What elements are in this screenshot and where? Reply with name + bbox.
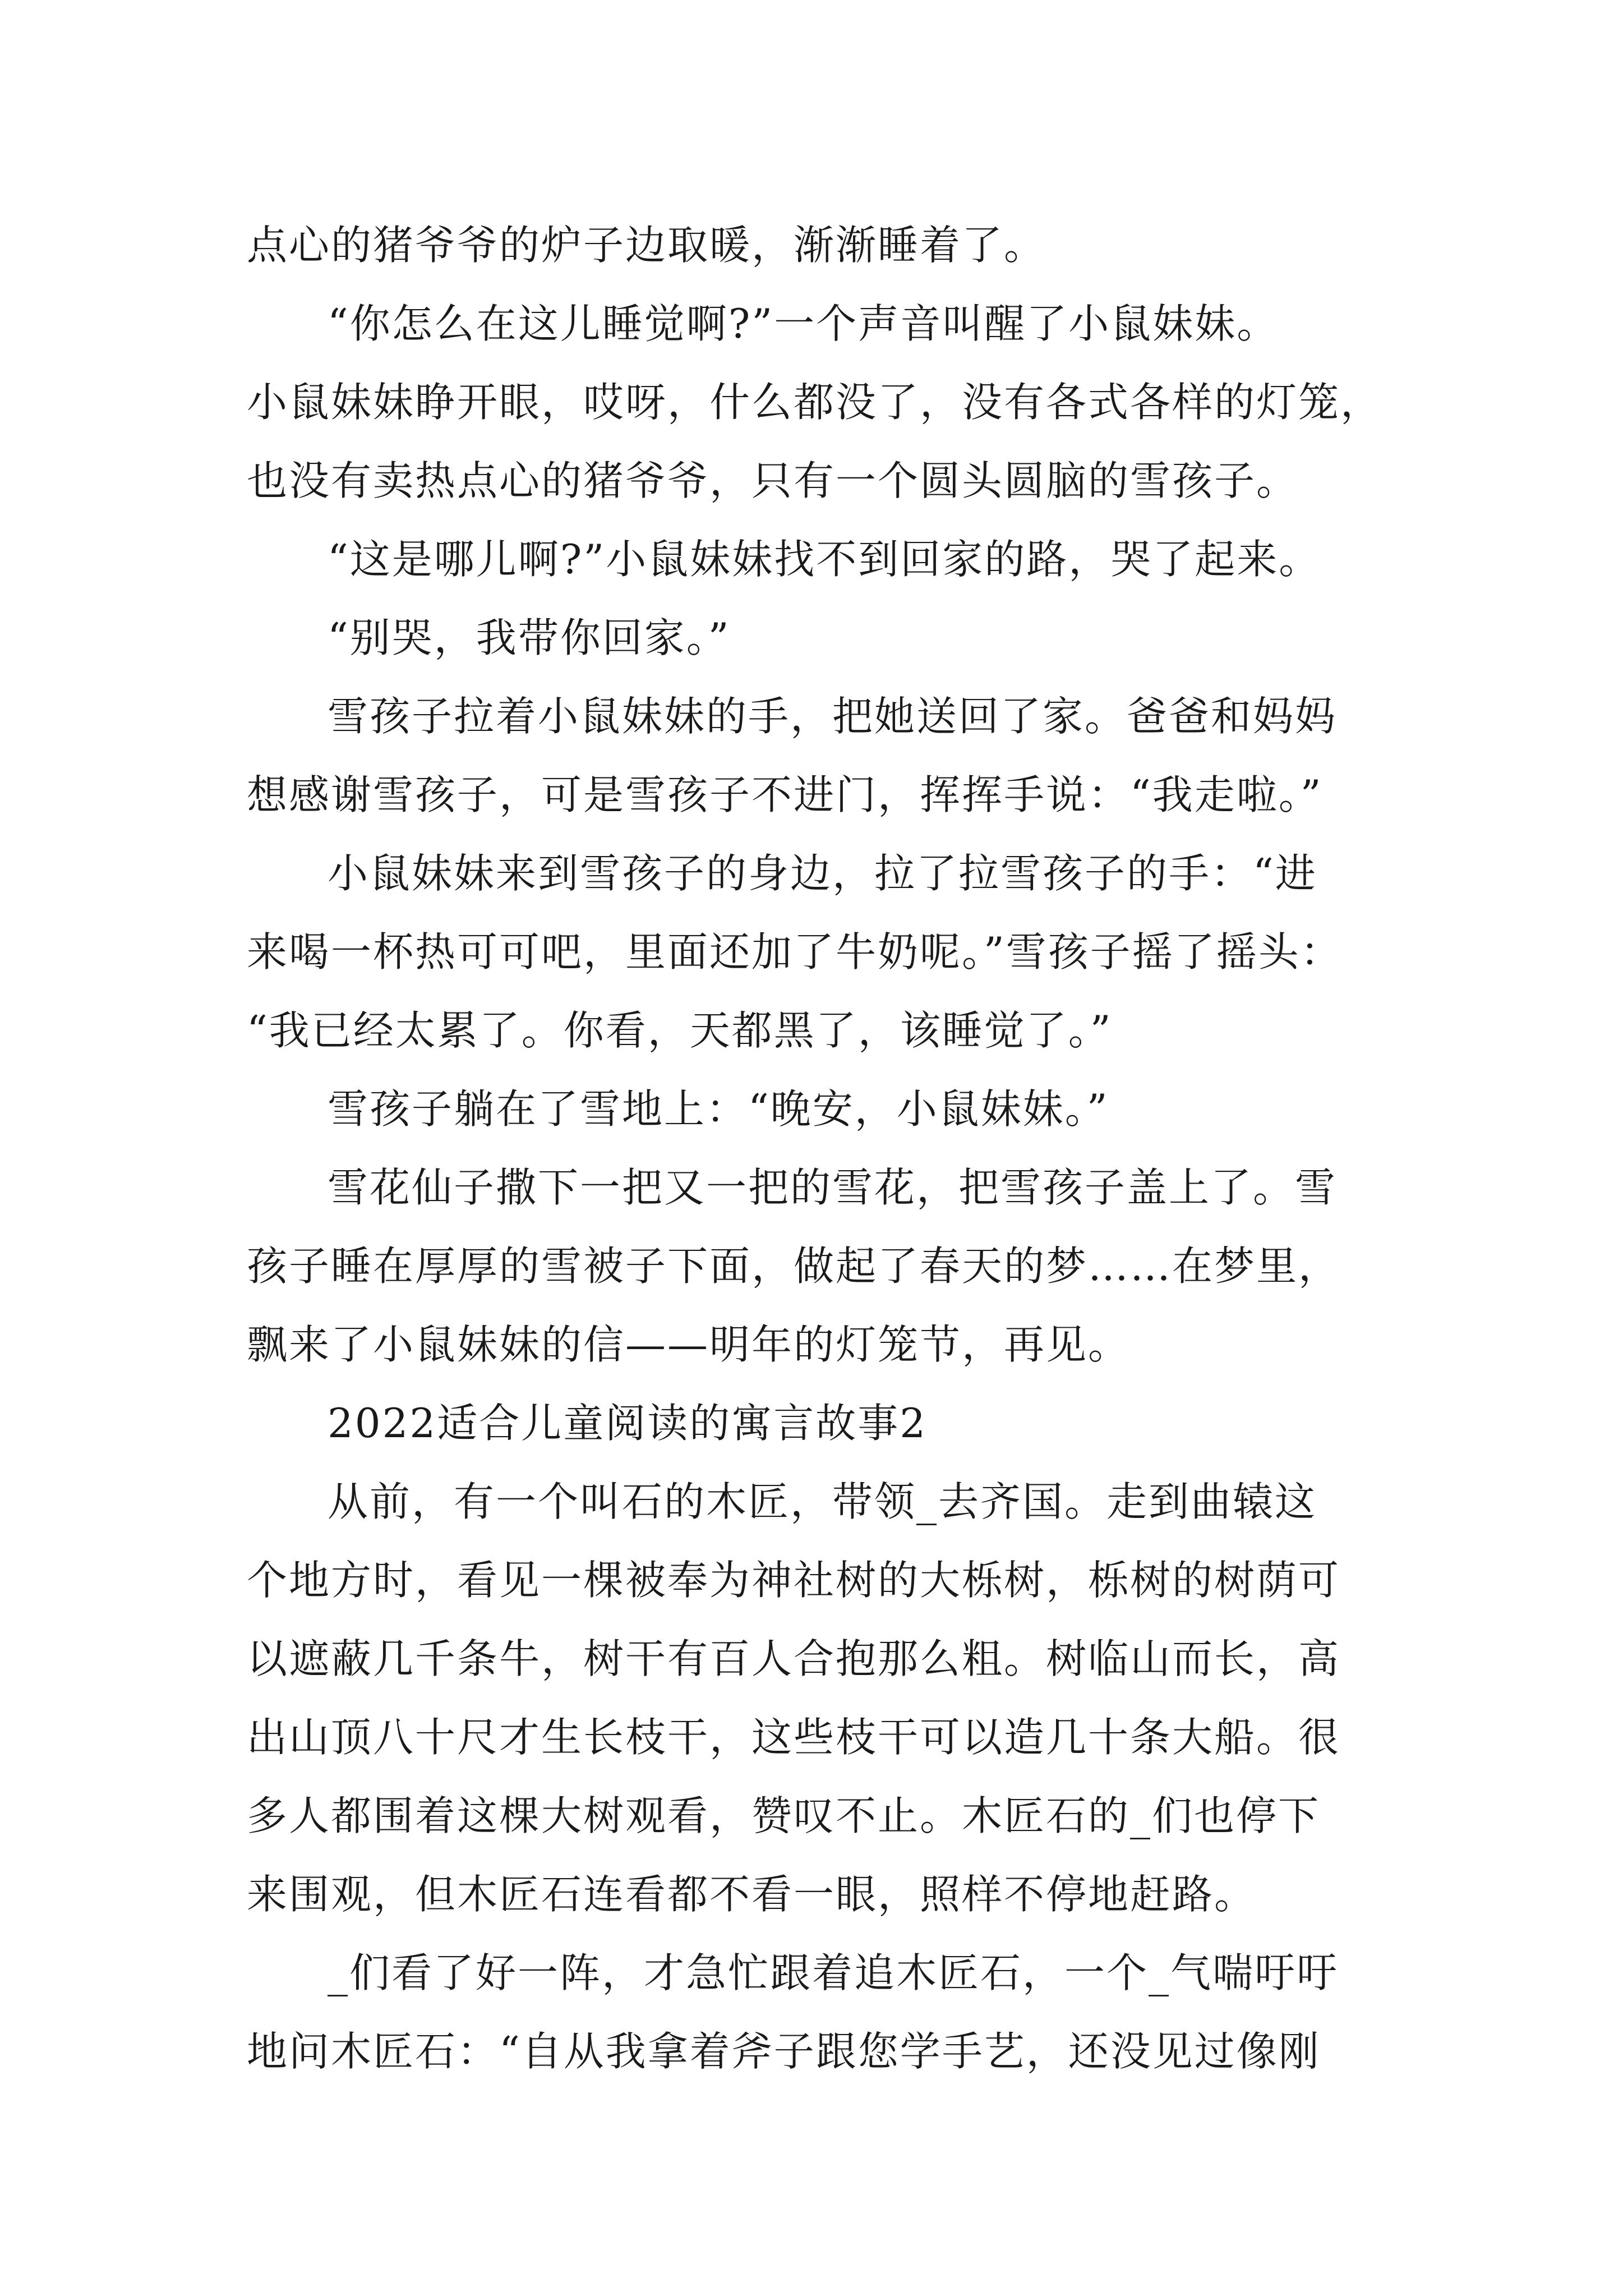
text-line: 雪孩子躺在了雪地上：“晚安，小鼠妹妹。” bbox=[328, 1085, 1109, 1133]
text-line: 来围观，但木匠石连看都不看一眼，照样不停地赶路。 bbox=[247, 1871, 1257, 1918]
text-line: 也没有卖热点心的猪爷爷，只有一个圆头圆脑的雪孩子。 bbox=[247, 457, 1299, 504]
text-line: 雪花仙子撒下一把又一把的雪花，把雪孩子盖上了。雪 bbox=[328, 1164, 1338, 1211]
text-line: 出山顶八十尺才生长枝干，这些枝干可以造几十条大船。很 bbox=[247, 1714, 1341, 1761]
text-line: “这是哪儿啊?”小鼠妹妹找不到回家的路，哭了起来。 bbox=[328, 536, 1321, 583]
text-line: 从前，有一个叫石的木匠，带领_去齐国。走到曲辕这 bbox=[328, 1478, 1317, 1525]
text-line: 雪孩子拉着小鼠妹妹的手，把她送回了家。爸爸和妈妈 bbox=[328, 693, 1338, 740]
text-line: 小鼠妹妹睁开眼，哎呀，什么都没了，没有各式各样的灯笼， bbox=[247, 379, 1383, 426]
text-line: 飘来了小鼠妹妹的信——明年的灯笼节，再见。 bbox=[247, 1321, 1131, 1368]
text-line: 孩子睡在厚厚的雪被子下面，做起了春天的梦……在梦里， bbox=[247, 1243, 1341, 1290]
text-line: “我已经太累了。你看，天都黑了，该睡觉了。” bbox=[247, 1007, 1113, 1054]
text-line: 点心的猪爷爷的炉子边取暖，渐渐睡着了。 bbox=[247, 222, 1046, 269]
text-line: 以遮蔽几千条牛，树干有百人合抱那么粗。树临山而长，高 bbox=[247, 1635, 1341, 1682]
text-line: 小鼠妹妹来到雪孩子的身边，拉了拉雪孩子的手：“进 bbox=[328, 850, 1317, 897]
text-line: 来喝一杯热可可吧，里面还加了牛奶呢。”雪孩子摇了摇头： bbox=[247, 928, 1343, 976]
text-line: 多人都围着这棵大树观看，赞叹不止。木匠石的_们也停下 bbox=[247, 1792, 1321, 1839]
text-line: 地问木匠石：“自从我拿着斧子跟您学手艺，还没见过像刚 bbox=[247, 2028, 1321, 2075]
text-line: “别哭，我带你回家。” bbox=[328, 614, 731, 661]
text-line: “你怎么在这儿睡觉啊?”一个声音叫醒了小鼠妹妹。 bbox=[328, 300, 1279, 347]
section-heading: 2022适合儿童阅读的寓言故事2 bbox=[328, 1400, 928, 1447]
text-line: 个地方时，看见一棵被奉为神社树的大栎树，栎树的树荫可 bbox=[247, 1557, 1341, 1604]
text-line: 想感谢雪孩子，可是雪孩子不进门，挥挥手说：“我走啦。” bbox=[247, 771, 1323, 818]
text-line: _们看了好一阵，才急忙跟着追木匠石，一个_气喘吁吁 bbox=[328, 1949, 1339, 1996]
